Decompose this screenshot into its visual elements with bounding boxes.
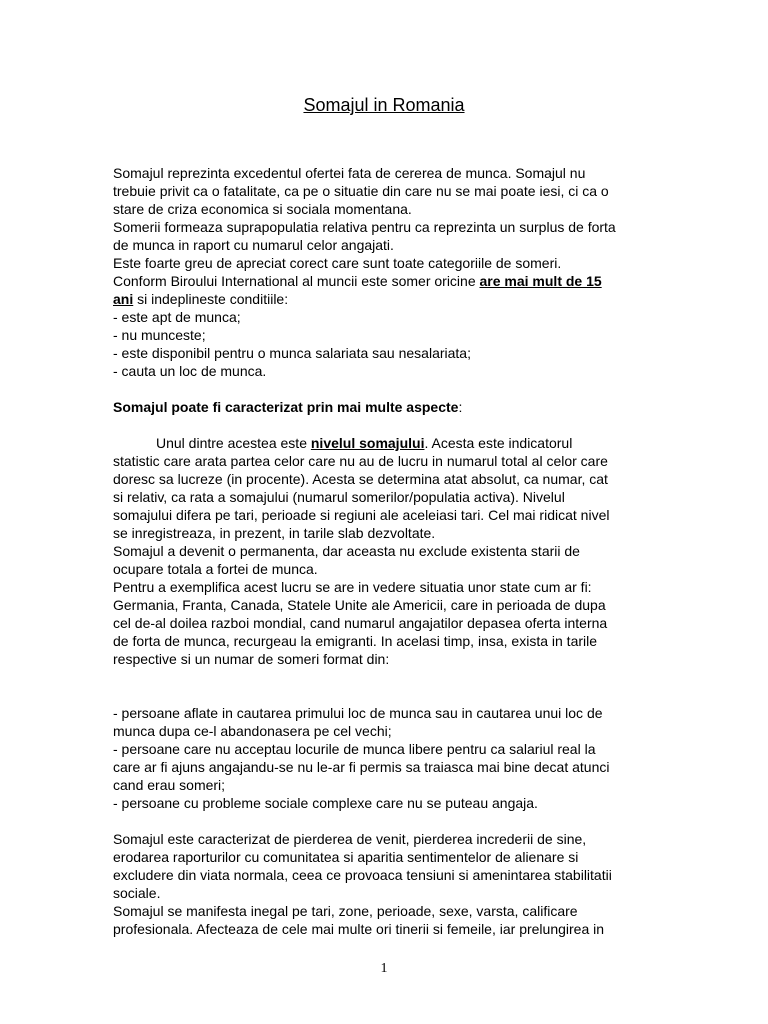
spacer <box>113 812 661 830</box>
list-conditions <box>113 308 661 380</box>
text-line: Este foarte greu de apreciat corect care sunt toate categoriile de someri. <box>113 255 562 271</box>
paragraph-categories-intro <box>113 254 661 272</box>
text-line: profesionala. Afecteaza de cele mai multe ori tinerii si femeile, iar prelungirea in <box>113 921 605 937</box>
spacer <box>113 668 661 704</box>
page-number: 1 <box>380 961 388 976</box>
text-line: erodarea raporturilor cu comunitatea si aparitia sentimentelor de alienare si <box>113 849 579 865</box>
text-line: Somajul reprezinta excedentul ofertei fata de cererea de munca. Somajul nu <box>113 165 586 181</box>
text-line: Somajul este caracterizat de pierderea de venit, pierderea increderii de sine, <box>113 831 587 847</box>
list-item: - persoane aflate in cautarea primului loc de munca sau in cautarea unui loc de <box>113 705 603 721</box>
emphasis-unemployment-level: nivelul somajului <box>310 435 425 451</box>
list-item: - este apt de munca; <box>113 309 241 325</box>
section-heading <box>113 398 661 416</box>
text-segment: Unul dintre acestea este <box>156 435 311 451</box>
document-body <box>113 164 661 938</box>
list-item: - persoane cu probleme sociale complexe care nu se puteau angaja. <box>113 795 538 811</box>
document-title: Somajul in Romania <box>303 95 465 115</box>
text-segment: . Acesta este indicatorul <box>424 435 573 451</box>
text-line: excludere din viata normala, ceea ce provoaca tensiuni si amenintarea stabilitatii <box>113 867 612 883</box>
list-item: - este disponibil pentru o munca salariata sau nesalariata; <box>113 345 471 361</box>
paragraph-surplus <box>113 218 661 254</box>
list-unemployed-categories <box>113 704 661 812</box>
text-line: respective si un numar de someri format din: <box>113 651 390 667</box>
text-segment: si indeplineste conditiile: <box>133 291 289 307</box>
text-line: Somerii formeaza suprapopulatia relativa pentru ca reprezinta un surplus de forta <box>113 219 616 235</box>
text-line: se inregistreaza, in prezent, in tarile slab dezvoltate. <box>113 525 436 541</box>
paragraph-examples <box>113 578 661 668</box>
paragraph-distribution <box>113 902 661 938</box>
text-line: ocupare totala a fortei de munca. <box>113 561 318 577</box>
text-line: trebuie privit ca o fatalitate, ca pe o situatie din care nu se mai poate iesi, ci ca o <box>113 183 609 199</box>
text-line: cel de-al doilea razboi mondial, cand numarul angajatilor depasea oferta interna <box>113 615 608 631</box>
text-line: sociale. <box>113 885 161 901</box>
spacer <box>113 416 661 434</box>
text-line: statistic care arata partea celor care nu au de lucru in numarul total al celor care <box>113 453 608 469</box>
text-line: Somajul a devenit o permanenta, dar aceasta nu exclude existenta starii de <box>113 543 580 559</box>
text-line: si relativ, ca rata a somajului (numarul somerilor/populatia activa). Nivelul <box>113 489 565 505</box>
text-line: Somajul se manifesta inegal pe tari, zone, perioade, sexe, varsta, calificare <box>113 903 578 919</box>
paragraph-definition <box>113 164 661 218</box>
emphasis-age-unit: ani <box>113 291 134 307</box>
paragraph-effects <box>113 830 661 902</box>
text-line: munca dupa ce-l abandonasera pe cel vechi; <box>113 723 392 739</box>
spacer <box>113 380 661 398</box>
text-line: stare de criza economica si sociala momentana. <box>113 201 412 217</box>
paragraph-bim-definition <box>113 272 661 308</box>
text-line: de munca in raport cu numarul celor angajati. <box>113 237 394 253</box>
text-line: care ar fi ajuns angajandu-se nu le-ar fi permis sa traiasca mai bine decat atunci <box>113 759 610 775</box>
list-item: - persoane care nu acceptau locurile de munca libere pentru ca salariul real la <box>113 741 596 757</box>
text-line: de forta de munca, recurgeau la emigranti. In acelasi timp, insa, exista in tarile <box>113 633 598 649</box>
text-line: somajului difera pe tari, perioade si regiuni ale aceleiasi tari. Cel mai ridicat nivel <box>113 507 610 523</box>
text-line: doresc sa lucreze (in procente). Acesta se determina atat absolut, ca numar, cat <box>113 471 608 487</box>
text-segment: Conform Biroului International al muncii este somer oricine <box>113 273 480 289</box>
paragraph-permanence <box>113 542 661 578</box>
list-item: - cauta un loc de munca. <box>113 363 267 379</box>
paragraph-unemployment-level <box>113 434 661 542</box>
text-line: cand erau someri; <box>113 777 226 793</box>
section-heading-text: Somajul poate fi caracterizat prin mai multe aspecte <box>113 399 459 415</box>
text-line: Germania, Franta, Canada, Statele Unite ale Americii, care in perioada de dupa <box>113 597 606 613</box>
list-item: - nu munceste; <box>113 327 206 343</box>
text-line: Pentru a exemplifica acest lucru se are in vedere situatia unor state cum ar fi: <box>113 579 592 595</box>
emphasis-age: are mai mult de 15 <box>479 273 602 289</box>
section-heading-punct: : <box>458 399 463 415</box>
